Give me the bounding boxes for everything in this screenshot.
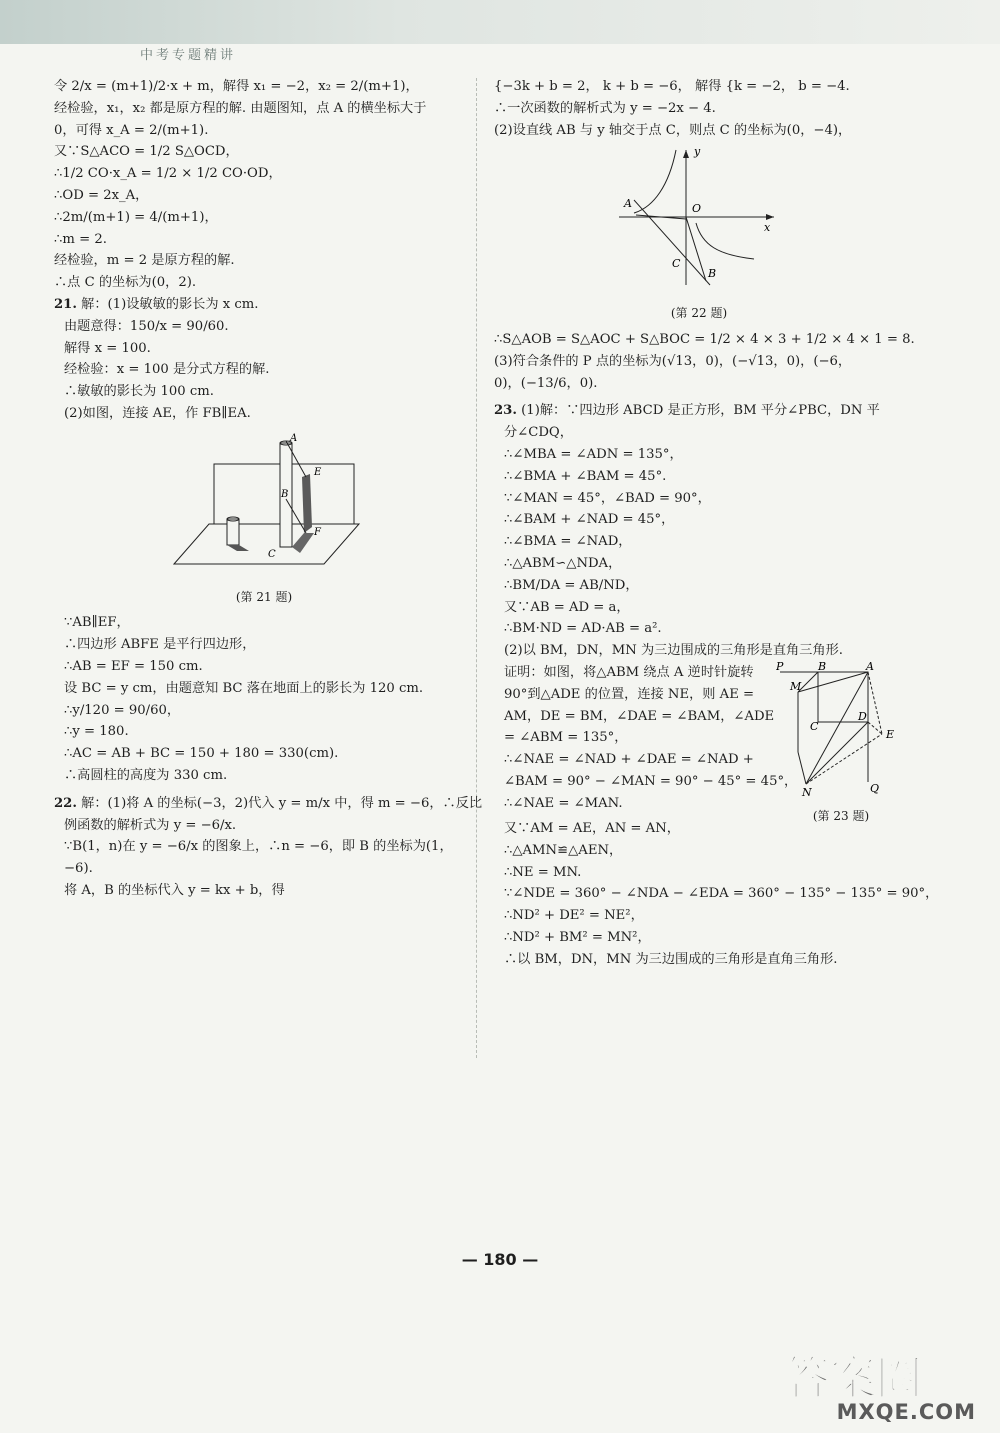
text-line: 0，可得 x_A = 2/(m+1). bbox=[54, 122, 209, 138]
text-line: ∴△ABM∽△NDA， bbox=[504, 555, 622, 571]
figure-caption: (第 23 题) bbox=[812, 808, 870, 823]
figure-23 bbox=[776, 662, 906, 828]
text-line: (2)设直线 AB 与 y 轴交于点 C，则点 C 的坐标为(0，−4)， bbox=[494, 122, 852, 138]
text-line: 将 A，B 的坐标代入 y = kx + b，得 bbox=[64, 882, 285, 898]
text-line: ∴m = 2. bbox=[54, 231, 107, 247]
text-line: ∴∠NAE = ∠MAN. bbox=[504, 795, 623, 811]
text-line: ∴BM/DA = AB/ND， bbox=[504, 577, 639, 593]
text-line: 令 2/x = (m+1)/2·x + m，解得 x₁ = −2，x₂ = 2/(m+1)， bbox=[54, 79, 419, 94]
text-line: ∵∠NDE = 360° − ∠NDA − ∠EDA = 360° − 135° − 135° = 90°， bbox=[504, 886, 939, 902]
text-line: 例函数的解析式为 y = −6/x. bbox=[64, 817, 237, 833]
figure-label: B bbox=[281, 488, 289, 500]
text-line: 90°到△ADE 的位置，连接 NE，则 AE = bbox=[504, 686, 755, 702]
proof-block bbox=[494, 661, 924, 823]
running-header: 中考专题精讲 bbox=[140, 48, 237, 63]
watermark-url: MXQE.COM bbox=[836, 1400, 976, 1424]
text-line: ∴敏敏的影长为 100 cm. bbox=[64, 384, 214, 400]
figure-label: N bbox=[802, 785, 812, 798]
text-line: 设 BC = y cm，由题意知 BC 落在地面上的影长为 120 cm. bbox=[64, 680, 424, 696]
question-number: 22. bbox=[54, 795, 77, 811]
figure-label: A bbox=[866, 661, 874, 673]
figure-label: y bbox=[694, 145, 701, 159]
text-line: ∴点 C 的坐标为(0，2). bbox=[54, 275, 197, 291]
text-line: 经检验：x = 100 是分式方程的解. bbox=[64, 362, 270, 378]
text-line: 又∵AB = AD = a， bbox=[504, 599, 630, 615]
text-line: 由题意得：150/x = 90/60. bbox=[64, 318, 229, 334]
figure-label: C bbox=[672, 257, 681, 271]
figure-label: A bbox=[290, 432, 298, 444]
text-line: ∴BM·ND = AD·AB = a². bbox=[504, 621, 662, 637]
figure-label: F bbox=[314, 526, 321, 538]
question-number: 21. bbox=[54, 296, 77, 312]
figure-caption: (第 22 题) bbox=[670, 306, 728, 321]
figure-label: A bbox=[624, 197, 632, 211]
figure-label: B bbox=[818, 661, 827, 673]
figure-label: E bbox=[886, 727, 895, 741]
figure-label: E bbox=[314, 466, 322, 478]
text-line: ∴S△AOB = S△AOC + S△BOC = 1/2 × 4 × 3 + 1/2 × 4 × 1 = 8. bbox=[494, 331, 915, 347]
question-22-first-line: 22. 解：(1)将 A 的坐标(−3，2)代入 y = m/x 中，得 m = −6，∴反比 bbox=[54, 795, 483, 811]
left-column bbox=[54, 76, 483, 902]
text-line: ∴y/120 = 90/60， bbox=[64, 702, 181, 718]
question-21-first-line: 21. 解：(1)设敏敏的影长为 x cm. bbox=[54, 296, 259, 312]
text-line: ∠BAM = 90° − ∠MAN = 90° − 45° = 45°， bbox=[504, 773, 798, 789]
text-line: ∴以 BM，DN，MN 为三边围成的三角形是直角三角形. bbox=[504, 951, 838, 967]
text-line: 经检验，x₁，x₂ 都是原方程的解. 由题图知，点 A 的横坐标大于 bbox=[54, 100, 427, 116]
figure-label: D bbox=[858, 709, 867, 723]
text-line: (2)如图，连接 AE，作 FB∥EA. bbox=[64, 405, 251, 421]
question-23-first-line: 23. (1)解：∵四边形 ABCD 是正方形，BM 平分∠PBC，DN 平 bbox=[494, 403, 880, 419]
right-column bbox=[494, 76, 939, 971]
figure-label: x bbox=[764, 221, 771, 235]
figure-label: C bbox=[268, 548, 276, 560]
text-line: ∴△AMN≌△AEN， bbox=[504, 842, 623, 858]
figure-label: M bbox=[790, 679, 802, 693]
text-line: AM，DE = BM，∠DAE = ∠BAM，∠ADE bbox=[504, 708, 775, 724]
text-line: (2)以 BM，DN，MN 为三边围成的三角形是直角三角形. bbox=[504, 643, 843, 659]
text-line: 又∵S△ACO = 1/2 S△OCD， bbox=[54, 144, 239, 160]
question-number: 23. bbox=[494, 403, 517, 419]
text-line: 证明：如图，将△ABM 绕点 A 逆时针旋转 bbox=[504, 664, 754, 680]
page-number: — 180 — bbox=[461, 1250, 539, 1269]
figure-21-drawing bbox=[164, 429, 364, 579]
header-band bbox=[0, 0, 1000, 44]
figure-22-drawing bbox=[614, 145, 784, 295]
column-divider bbox=[476, 78, 477, 1058]
text-line: ∵AB∥EF， bbox=[64, 615, 130, 631]
text-line: ∴∠NAE = ∠NAD + ∠DAE = ∠NAD + bbox=[504, 752, 754, 768]
text-line: 0)，(−13/6，0). bbox=[494, 375, 598, 391]
text-line: ∴y = 180. bbox=[64, 724, 129, 740]
text-line: 解得 x = 100. bbox=[64, 340, 151, 356]
text-line: (3)符合条件的 P 点的坐标为(√13，0)，(−√13，0)，(−6， bbox=[494, 353, 852, 369]
figure-21 bbox=[164, 429, 364, 609]
text-line: ∴OD = 2x_A， bbox=[54, 187, 149, 203]
text-line: −6). bbox=[64, 861, 93, 877]
figure-label: B bbox=[708, 267, 717, 281]
text-line: ∴ND² + DE² = NE²， bbox=[504, 908, 644, 924]
figure-23-drawing bbox=[776, 662, 906, 798]
text-line: ∴高圆柱的高度为 330 cm. bbox=[64, 767, 228, 783]
text-line: 分∠CDQ， bbox=[504, 425, 573, 441]
text-line: ∴∠BMA + ∠BAM = 45°. bbox=[504, 468, 667, 484]
text-line: ∴四边形 ABFE 是平行四边形， bbox=[64, 637, 256, 653]
figure-22 bbox=[614, 145, 784, 325]
text-line: ∴AC = AB + BC = 150 + 180 = 330(cm). bbox=[64, 746, 339, 762]
text-line: ∴NE = MN. bbox=[504, 864, 582, 880]
text-line: ∴AB = EF = 150 cm. bbox=[64, 658, 203, 674]
text-line: ∴1/2 CO·x_A = 1/2 × 1/2 CO·OD， bbox=[54, 166, 282, 182]
text-line: ∴∠MBA = ∠ADN = 135°， bbox=[504, 446, 683, 462]
text-line: ∴一次函数的解析式为 y = −2x − 4. bbox=[494, 100, 716, 116]
text-line: ∵B(1，n)在 y = −6/x 的图象上，∴n = −6，即 B 的坐标为(1， bbox=[64, 839, 453, 855]
watermark-mark: 答案圈 bbox=[784, 1351, 922, 1405]
figure-label: O bbox=[692, 202, 702, 216]
text-line: ∴2m/(m+1) = 4/(m+1)， bbox=[54, 209, 218, 225]
text-line: ∴∠BMA = ∠NAD， bbox=[504, 534, 632, 550]
text-line: ∴ND² + BM² = MN²， bbox=[504, 929, 651, 945]
figure-label: Q bbox=[870, 781, 880, 795]
text-line: = ∠ABM = 135°， bbox=[504, 730, 628, 746]
text-line: ∵∠MAN = 45°，∠BAD = 90°， bbox=[504, 490, 711, 506]
text-line: ∴∠BAM + ∠NAD = 45°， bbox=[504, 512, 675, 528]
text-line: 又∵AM = AE，AN = AN， bbox=[504, 820, 680, 836]
figure-label: P bbox=[776, 661, 784, 673]
text-line: 经检验，m = 2 是原方程的解. bbox=[54, 253, 235, 269]
figure-label: C bbox=[810, 719, 819, 733]
figure-caption: (第 21 题) bbox=[235, 589, 293, 604]
text-line: {−3k + b = 2， k + b = −6， 解得 {k = −2， b = −4. bbox=[494, 79, 850, 94]
